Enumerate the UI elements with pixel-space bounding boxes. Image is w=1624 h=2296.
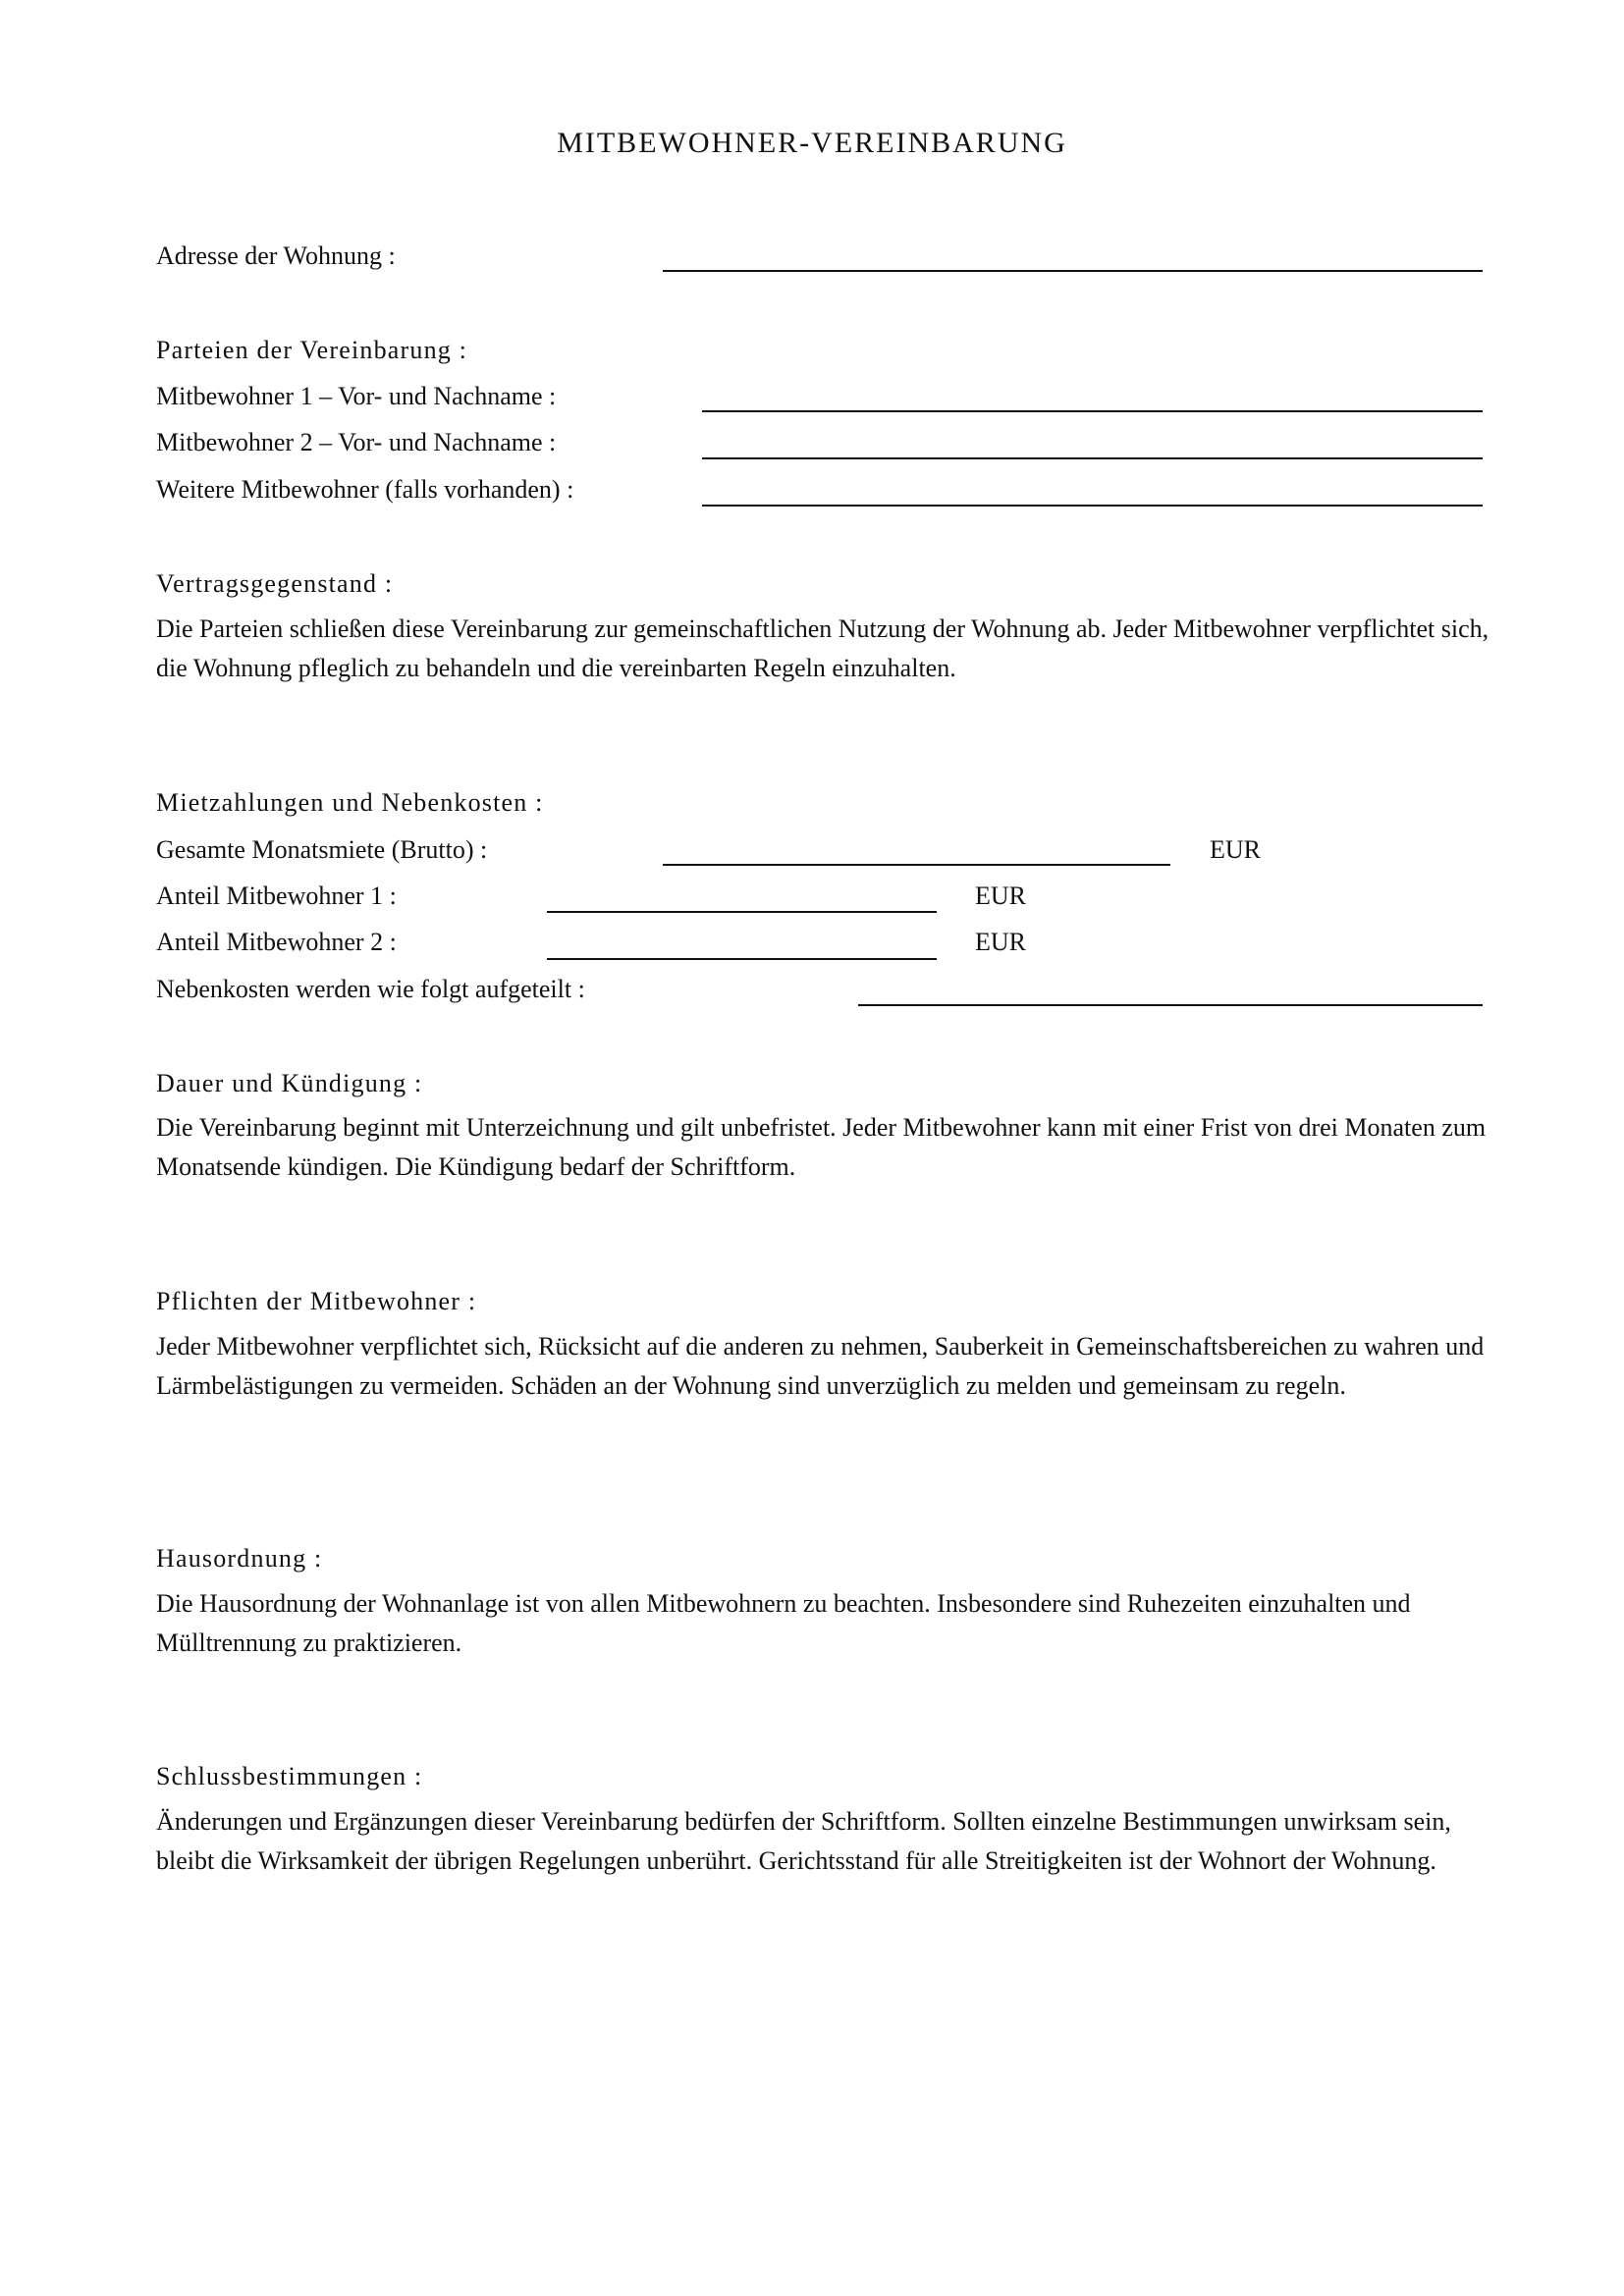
duties-paragraph: Jeder Mitbewohner verpflichtet sich, Rücksicht auf die anderen zu nehmen, Sauberkeit in Gemeinschaftsbereichen zu wahren und Lärmbelästigungen zu vermeiden. Schäden an der Wohnung sind unverzüglich zu melden und gemeinsam zu regeln. [156, 1332, 1485, 1400]
total-rent-label: Gesamte Monatsmiete (Brutto) : [156, 835, 488, 864]
duration-paragraph: Die Vereinbarung beginnt mit Unterzeichnung und gilt unbefristet. Jeder Mitbewohner kann mit einer Frist von drei Monaten zum Monatsende kündigen. Die Kündigung bedarf der Schriftform. [156, 1113, 1487, 1181]
duties-heading: Pflichten der Mitbewohner : [156, 1287, 477, 1315]
subject-heading: Vertragsgegenstand : [156, 569, 394, 598]
share1-label: Anteil Mitbewohner 1 : [156, 881, 397, 910]
final-provisions-paragraph: Änderungen und Ergänzungen dieser Vereinbarung bedürfen der Schriftform. Sollten einzelne Bestimmungen unwirksam sein, bleibt die Wirksamkeit der übrigen Regelungen unberührt. Gerichtsstand für alle Streitigkeiten ist der Wohnort der Wohnung. [156, 1807, 1451, 1875]
roommate1-name-field-line[interactable] [702, 410, 1483, 412]
share1-currency: EUR [975, 881, 1026, 910]
address-field-line[interactable] [663, 270, 1483, 272]
total-rent-field-line[interactable] [663, 864, 1170, 866]
roommate1-name-label: Mitbewohner 1 – Vor- und Nachname : [156, 382, 557, 410]
final-provisions-heading: Schlussbestimmungen : [156, 1762, 423, 1790]
parties-heading: Parteien der Vereinbarung : [156, 336, 468, 364]
house-rules-paragraph: Die Hausordnung der Wohnanlage ist von allen Mitbewohnern zu beachten. Insbesondere sind Ruhezeiten einzuhalten und Mülltrennung zu praktizieren. [156, 1589, 1411, 1657]
share2-field-line[interactable] [547, 958, 937, 960]
roommate2-name-field-line[interactable] [702, 457, 1483, 459]
utilities-split-label: Nebenkosten werden wie folgt aufgeteilt : [156, 975, 585, 1003]
document-title: MITBEWOHNER-VEREINBARUNG [557, 127, 1067, 159]
share2-label: Anteil Mitbewohner 2 : [156, 928, 397, 956]
share2-currency: EUR [975, 928, 1026, 956]
share1-field-line[interactable] [547, 911, 937, 913]
address-label: Adresse der Wohnung : [156, 241, 396, 270]
rent-heading: Mietzahlungen und Nebenkosten : [156, 788, 544, 817]
subject-paragraph: Die Parteien schließen diese Vereinbarung zur gemeinschaftlichen Nutzung der Wohnung ab. Jeder Mitbewohner verpflichtet sich, die Wohnung pfleglich zu behandeln und die vereinbarten Regeln einzuhalten. [156, 614, 1489, 682]
roommate2-name-label: Mitbewohner 2 – Vor- und Nachname : [156, 428, 557, 456]
duration-heading: Dauer und Kündigung : [156, 1069, 423, 1097]
other-roommates-field-line[interactable] [702, 505, 1483, 507]
house-rules-heading: Hausordnung : [156, 1544, 323, 1573]
other-roommates-label: Weitere Mitbewohner (falls vorhanden) : [156, 475, 574, 504]
total-rent-currency: EUR [1210, 835, 1261, 864]
utilities-split-field-line[interactable] [858, 1004, 1483, 1006]
